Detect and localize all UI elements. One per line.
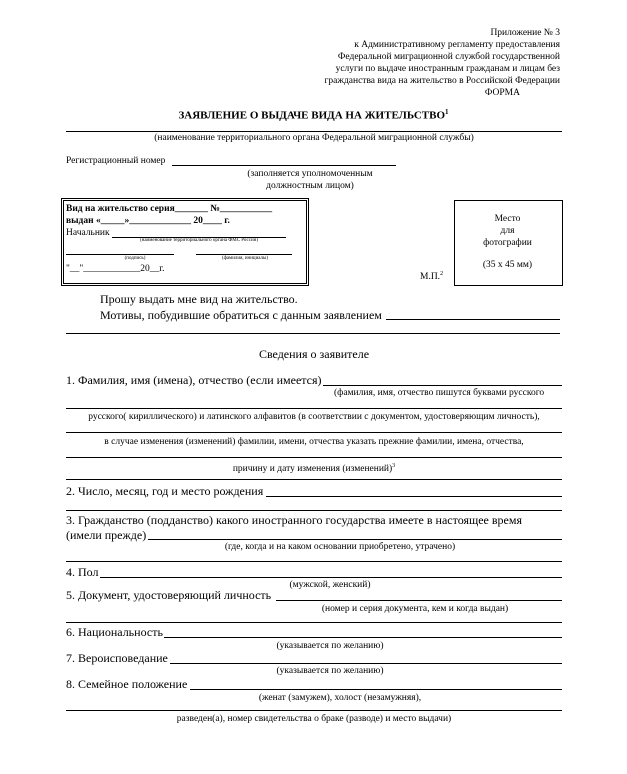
permit-name-caption: (фамилия, инициалы) <box>221 256 269 261</box>
header-line: Приложение № 3 <box>490 28 560 38</box>
permit-date-line: "__"____________20__г. <box>66 264 165 274</box>
permit-signature-field[interactable] <box>66 254 174 255</box>
full-name-field-4[interactable] <box>66 457 562 458</box>
section-title: Сведения о заявителе <box>258 347 370 361</box>
photo-line-1: Место <box>494 214 521 224</box>
field-7-label: 7. Вероисповедание <box>66 651 168 665</box>
photo-line-2: для <box>500 226 515 236</box>
full-name-field-2[interactable] <box>66 408 562 409</box>
header-line: услуги по выдаче иностранным гражданам и лицам без <box>335 64 560 74</box>
full-name-field-5[interactable] <box>66 479 562 480</box>
permit-sign-caption: (подпись) <box>124 256 146 261</box>
field-1-caption-1: (фамилия, имя, отчество пишутся буквами русского <box>334 388 545 398</box>
motives-field[interactable] <box>386 319 560 320</box>
marital-status-field[interactable] <box>190 689 562 690</box>
nationality-field[interactable] <box>164 637 562 638</box>
full-name-field[interactable] <box>323 385 562 386</box>
identity-document-field[interactable] <box>276 600 562 601</box>
field-1-caption-4: причину и дату изменения (изменений) <box>232 464 393 475</box>
field-3-label-2: (имели прежде) <box>66 528 147 542</box>
permit-series-line: Вид на жительство серия_______ №___________ <box>66 204 273 214</box>
field-8-label: 8. Семейное положение <box>66 677 188 691</box>
registration-number-field[interactable] <box>172 165 396 166</box>
marital-status-field-2[interactable] <box>66 710 562 711</box>
gender-field[interactable] <box>100 577 562 578</box>
permit-org-caption: (наименование территориального органа ФМС России) <box>139 238 259 243</box>
page-title <box>60 108 567 122</box>
field-5-caption: (номер и серия документа, кем и когда выдан) <box>321 604 509 614</box>
birth-date-place-field-2[interactable] <box>66 510 562 511</box>
field-5-label: 5. Документ, удостоверяющий личность <box>66 588 272 602</box>
request-line-1: Прошу выдать мне вид на жительство. <box>100 292 298 306</box>
stamp-label: М.П. <box>420 272 441 283</box>
citizenship-field[interactable] <box>148 539 562 540</box>
photo-line-3: фотографии <box>483 238 532 248</box>
stamp-footnote: 2 <box>440 271 444 277</box>
field-8-caption-2: разведен(а), номер свидетельства о браке (разводе) и место выдачи) <box>176 714 452 724</box>
field-2-label: 2. Число, месяц, год и место рождения <box>66 484 264 498</box>
title-text: ЗАЯВЛЕНИЕ О ВЫДАЧЕ ВИДА НА ЖИТЕЛЬСТВО <box>178 109 446 122</box>
field-8-caption-1: (женат (замужем), холост (незамужняя), <box>258 693 422 703</box>
field-4-label: 4. Пол <box>66 565 99 579</box>
header-line: ФОРМА <box>484 88 520 98</box>
territorial-caption: (наименование территориального органа Федеральной миграционной службы) <box>154 133 474 143</box>
field-1-label: 1. Фамилия, имя (имена), отчество (если имеется) <box>66 373 322 387</box>
field-6-label: 6. Национальность <box>66 625 163 639</box>
field-7-caption: (указывается по желанию) <box>276 666 384 676</box>
field-3-label: 3. Гражданство (подданство) какого иностранного государства имеете в настоящее время <box>66 513 522 527</box>
full-name-field-3[interactable] <box>66 432 562 433</box>
permit-name-field[interactable] <box>196 254 292 255</box>
title-footnote: 1 <box>445 108 449 116</box>
stamp-place <box>420 268 443 283</box>
field-1-caption-4-wrap <box>66 460 562 475</box>
citizenship-field-2[interactable] <box>66 561 562 562</box>
field-1-caption-3: в случае изменения (изменений) фамилии, имени, отчества указать прежние фамилии, имена, отчества, <box>104 437 524 447</box>
photo-line-4: (35 х 45 мм) <box>482 260 533 270</box>
header-line: Федеральной миграционной службой государственной <box>337 52 560 62</box>
field-6-caption: (указывается по желанию) <box>276 641 384 651</box>
field-1-footnote: 3 <box>392 463 396 469</box>
motives-field-2[interactable] <box>66 333 560 334</box>
header-line: к Административному регламенту предоставления <box>354 40 560 50</box>
header-line: гражданства вида на жительство в Российской Федерации <box>324 76 560 86</box>
registration-label: Регистрационный номер <box>66 156 166 166</box>
permit-issued-line: выдан «_____»_____________ 20____ г. <box>66 216 230 226</box>
field-3-caption: (где, когда и на каком основании приобретено, утрачено) <box>224 542 456 552</box>
request-line-2: Мотивы, побудившие обратиться с данным заявлением <box>100 308 382 322</box>
birth-date-place-field[interactable] <box>266 496 562 497</box>
appendix-header <box>260 27 560 99</box>
religion-field[interactable] <box>170 663 562 664</box>
field-1-caption-2: русского( кириллического) и латинского алфавитов (в соответствии с документом, удостоверяющим личность), <box>88 412 540 422</box>
permit-chief-label: Начальник <box>66 228 110 238</box>
identity-document-field-2[interactable] <box>66 622 562 623</box>
registration-caption-2: должностным лицом) <box>266 181 354 191</box>
field-4-caption: (мужской, женский) <box>289 580 371 590</box>
registration-caption-1: (заполняется уполномоченным <box>247 169 373 179</box>
